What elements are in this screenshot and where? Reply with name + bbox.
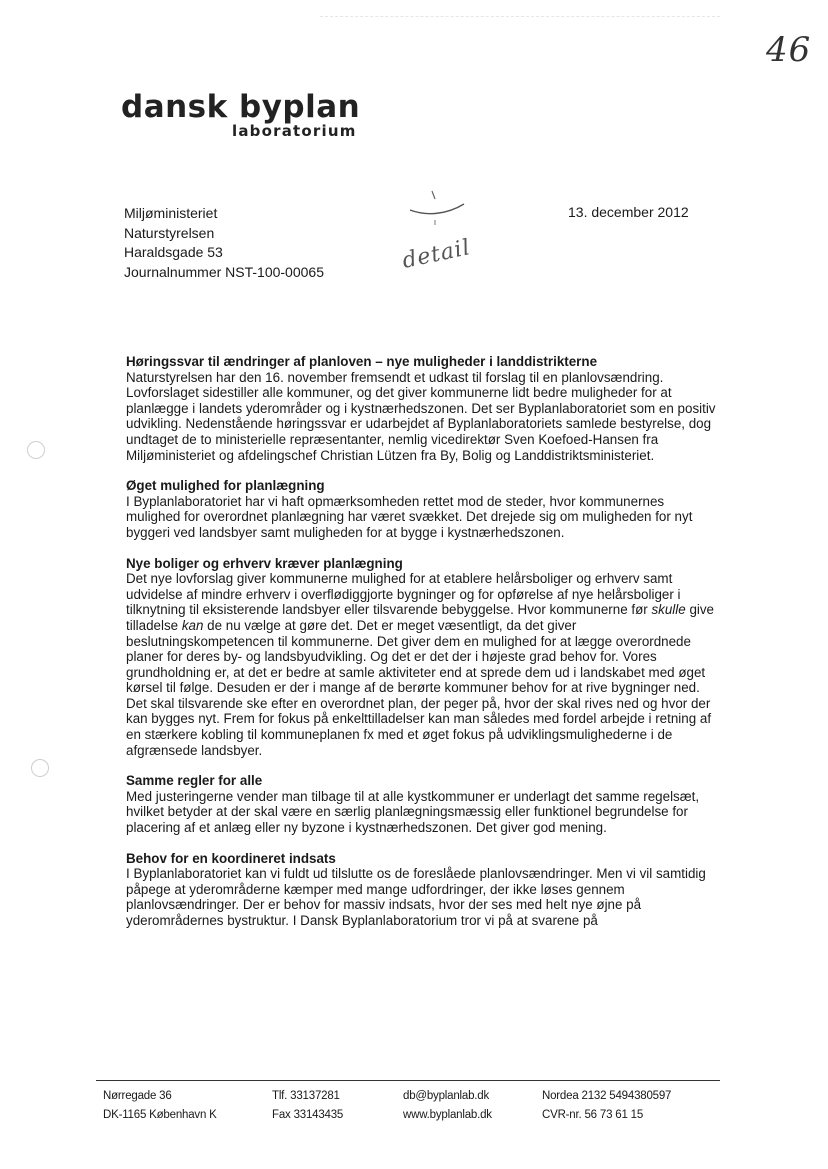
letter-body: [126, 354, 716, 944]
footer-bank: [542, 1087, 671, 1125]
recipient-line: Naturstyrelsen: [124, 224, 215, 241]
section-same-rules: [126, 773, 716, 835]
recipient-address: [124, 204, 324, 282]
footer-tel: Tlf. 33137281: [272, 1090, 340, 1102]
handwritten-page-number: 46: [766, 30, 812, 70]
footer-contact: [403, 1087, 492, 1125]
footer-city: DK-1165 København K: [103, 1109, 217, 1121]
footer-street: Nørregade 36: [103, 1090, 172, 1102]
section-heading: Nye boliger og erhverv kræver planlægning: [126, 555, 403, 571]
section-text: Med justeringerne vender man tilbage til at alle kystkommuner er underlagt det samme regelsæt, hvilket betyder at der skal være en særlig planlægningsmæssig eller funktionel begrundelse for placering af et anlæg eller ny byzone i kystnærhedszonen. Det giver god mening.: [126, 788, 700, 836]
footer-phone: [272, 1087, 343, 1125]
section-housing: [126, 556, 716, 759]
section-heading: Øget mulighed for planlægning: [126, 478, 325, 494]
footer-fax: Fax 33143435: [272, 1109, 344, 1121]
footer-email: db@byplanlab.dk: [403, 1090, 490, 1102]
section-intro: [126, 354, 716, 463]
section-planning: [126, 478, 716, 540]
footer-web: www.byplanlab.dk: [403, 1109, 492, 1121]
recipient-line: Journalnummer NST-100-00065: [124, 263, 324, 280]
text-run: de nu vælge at gøre det. Det er meget væsentligt, da det giver beslutningskompetencen til kommunerne. Det giver dem en mulighed for at lægge overordnede planer for deres by- og landsbyudvikling. Og det er det der i højeste grad behov for. Vores grundholdning er, at det er bedre at samle aktiviteter end at sprede dem ud i landskabet med øget kørsel til følge. Desuden er der i mange af de berørte kommuner behov for at rive bygninger ned. Det skal tilsvarende ske efter en overordnet plan, der peger på, hvor der skal rives ned og hvor der kan bygges nyt. Frem for fokus på enkelttilladelser kan man således med fordel arbejde i retning af en stærkere kobling til kommuneplanen fx med et øget fokus på udviklingsmulighederne i de afgrænsede landsbyer.: [126, 617, 712, 758]
handwritten-mark: [398, 188, 478, 238]
punch-hole: [31, 759, 49, 777]
logo-sub-text: laboratorium: [232, 122, 357, 140]
section-text: Naturstyrelsen har den 16. november fremsendt et udkast til forslag til en planlovsændring. Lovforslaget sidestiller alle kommuner, og det giver kommunerne lidt bedre muligheder for at planlægge i landets yderområder og i kystnærhedszonen. Det ser Byplanlaboratoriet som en positiv udvikling. Nedenstående høringssvar er udarbejdet af Byplanlaboratoriets samlede bestyrelse, dog undtaget de to ministerielle repræsentanter, nemlig vicedirektør Sven Koefoed-Hansen fra Miljøministeriet og afdelingschef Christian Lützen fra By, Bolig og Landdistriktsministeriet.: [126, 369, 716, 463]
section-heading: Høringssvar til ændringer af planloven – nye muligheder i landdistrikterne: [126, 354, 598, 369]
emphasis-skulle: skulle: [651, 602, 686, 618]
section-text: I Byplanlaboratoriet har vi haft opmærksomheden rettet mod de steder, hvor kommunernes mulighed for overordnet planlægning har været svækket. Det drejede sig om muligheden for nyt byggeri ved landsbyer samt muligheden for at bygge i kystnærhedszonen.: [126, 493, 693, 540]
letter-date: 13. december 2012: [568, 204, 689, 220]
footer-address: [103, 1087, 217, 1125]
text-run: Det nye lovforslag giver kommunerne mulighed for at etablere helårsboliger og erhverv samt udvidelse af mindre erhverv i overflødiggjorte bygninger og for opførelse af nye helårsboliger i tilknytning til eksisterende landsbyer eller tilsvarende bebyggelse. Hvor kommunerne før: [126, 571, 681, 618]
recipient-line: Haraldsgade 53: [124, 244, 223, 260]
punch-hole: [27, 441, 45, 459]
handwritten-note: detail: [400, 235, 473, 274]
footer-bank-account: Nordea 2132 5494380597: [542, 1090, 672, 1102]
footer-divider: [96, 1080, 720, 1081]
emphasis-kan: kan: [181, 617, 204, 633]
recipient-line: Miljøministeriet: [124, 205, 218, 221]
text-run: give tilladelse: [126, 602, 715, 633]
scan-edge-line: [320, 16, 720, 17]
footer-cvr: CVR-nr. 56 73 61 15: [542, 1109, 644, 1121]
logo: [121, 88, 361, 140]
logo-main-text: dansk byplan: [121, 89, 361, 125]
section-heading: Samme regler for alle: [126, 773, 263, 789]
section-heading: Behov for en koordineret indsats: [126, 850, 336, 866]
section-text: I Byplanlaboratoriet kan vi fuldt ud tilslutte os de foreslåede planlovsændringer. Men vi vil samtidig påpege at yderområderne kæmper med mange udfordringer, der ikke løses gennem planlovsændringer. Der er behov for massiv indsats, hvor der ses med helt nye øjne på yderområdernes bystruktur. I Dansk Byplanlaboratorium tror vi på at svarene på: [126, 866, 706, 928]
section-coordinated: [126, 851, 716, 929]
section-text: [126, 571, 716, 758]
